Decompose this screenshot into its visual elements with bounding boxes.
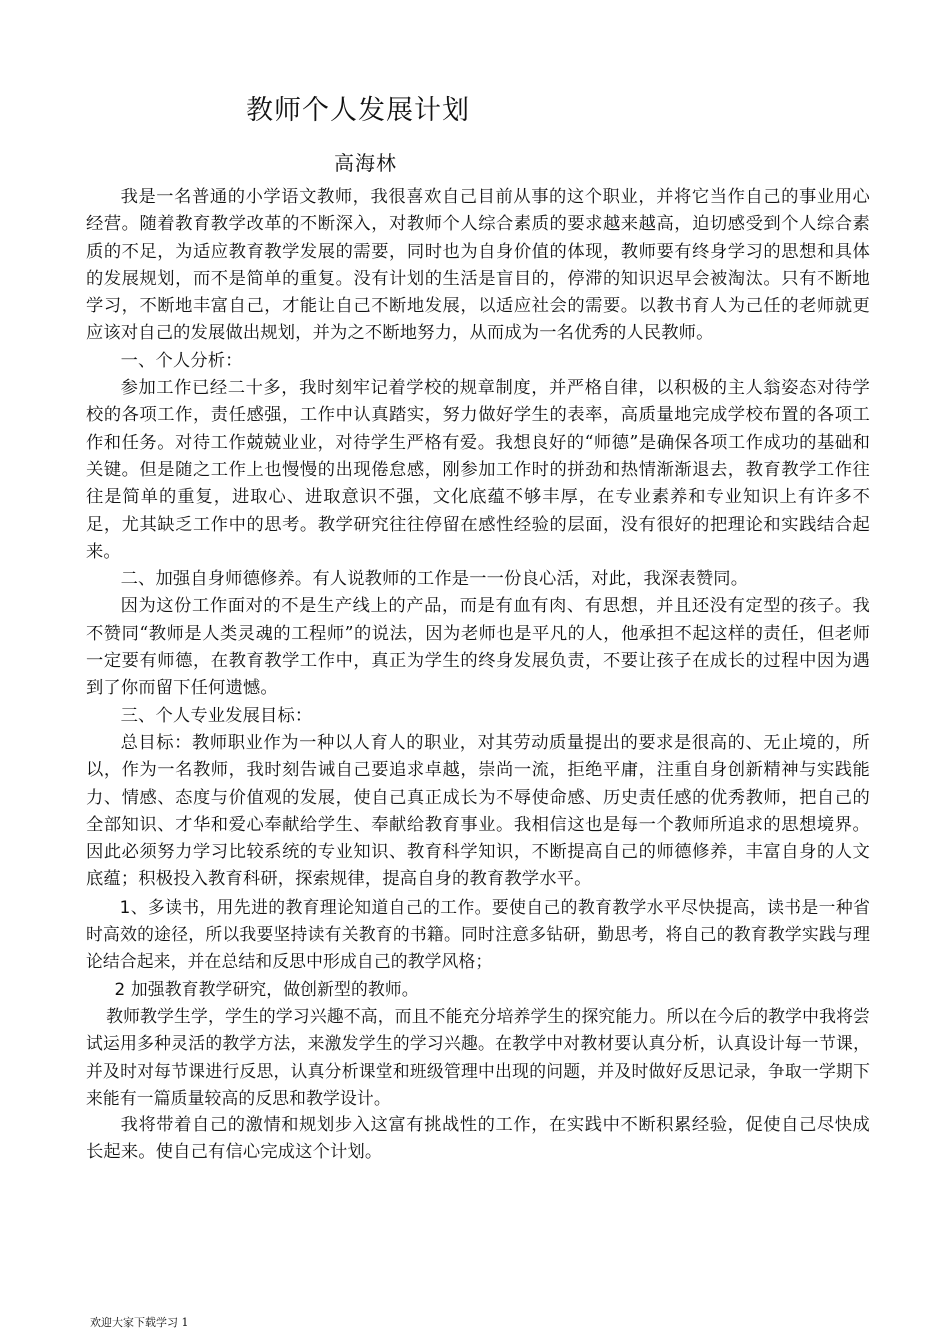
document-author: 高海林 [334, 151, 397, 175]
personal-analysis-paragraph: 参加工作已经二十多，我时刻牢记着学校的规章制度，并严格自律，以积极的主人翁姿态对待学校的各项工作，责任感强，工作中认真踏实，努力做好学生的表率，高质量地完成学校布置的各项工作和任务。对待工作兢兢业业，对待学生严格有爱。我想良好的“师德”是确保各项工作成功的基础和关键。但是随之工作上也慢慢的出现倦怠感，刚参加工作时的拼劲和热情渐渐退去，教育教学工作往往是简单的重复，进取心、进取意识不强，文化底蕴不够丰厚，在专业素养和专业知识上有许多不足，尤其缺乏工作中的思考。教学研究往往停留在感性经验的层面，没有很好的把理论和实践结合起来。 [86, 378, 870, 562]
section-heading-personal-analysis: 一、个人分析： [120, 350, 243, 371]
page-footer: 欢迎大家下载学习 1 [90, 1316, 189, 1329]
closing-paragraph: 我将带着自己的激情和规划步入这富有挑战性的工作，在实践中不断积累经验，促使自己尽快成长起来。使自己有信心完成这个计划。 [86, 1115, 870, 1163]
document-title: 教师个人发展计划 [246, 95, 470, 126]
document-body [86, 184, 870, 1167]
intro-paragraph: 我是一名普通的小学语文教师，我很喜欢自己目前从事的这个职业，并将它当作自己的事业用心经营。随着教育教学改革的不断深入，对教师个人综合素质的要求越来越高，迫切感受到个人综合素质的不足，为适应教育教学发展的需要，同时也为自身价值的体现，教师要有终身学习的思想和具体的发展规划，而不是简单的重复。没有计划的生活是盲目的，停滞的知识迟早会被淘汰。只有不断地学习，不断地丰富自己，才能让自己不断地发展，以适应社会的需要。以教书育人为己任的老师就更应该对自己的发展做出规划，并为之不断地努力，从而成为一名优秀的人民教师。 [86, 187, 870, 344]
teaching-method-paragraph: 教师教学生学，学生的学习兴趣不高，而且不能充分培养学生的探究能力。所以在今后的教学中我将尝试运用多种灵活的教学方法，来激发学生的学习兴趣。在教学中对教材要认真分析，认真设计每一节课，并及时对每节课进行反思，认真分析课堂和班级管理中出现的问题，并及时做好反思记录，争取一学期下来能有一篇质量较高的反思和教学设计。 [86, 1005, 870, 1108]
ethics-paragraph: 因为这份工作面对的不是生产线上的产品，而是有血有肉、有思想，并且还没有定型的孩子。我不赞同“教师是人类灵魂的工程师”的说法，因为老师也是平凡的人，他承担不起这样的责任，但老师一定要有师德，在教育教学工作中，真正为学生的终身发展负责，不要让孩子在成长的过程中因为遇到了你而留下任何遗憾。 [86, 596, 870, 699]
section-heading-ethics: 二、加强自身师德修养。有人说教师的工作是一一份良心活，对此，我深表赞同。 [120, 569, 749, 590]
goal-item-reading: 1、多读书，用先进的教育理论知道自己的工作。要使自己的教育教学水平尽快提高，读书是一种省时高效的途径，所以我要坚持读有关教育的书籍。同时注意多钻研，勤思考，将自己的教育教学实践与理论结合起来，并在总结和反思中形成自己的教学风格； [86, 896, 870, 972]
overall-goal-paragraph: 总目标：教师职业作为一种以人育人的职业，对其劳动质量提出的要求是很高的、无止境的，所以，作为一名教师，我时刻告诫自己要追求卓越，崇尚一流，拒绝平庸，注重自身创新精神与实践能力、情感、态度与价值观的发展，使自己真正成长为不辱使命感、历史责任感的优秀教师，把自己的全部知识、才华和爱心奉献给学生、奉献给教育事业。我相信这也是每一个教师所追求的思想境界。因此必须努力学习比较系统的专业知识、教育科学知识，不断提高自己的师德修养，丰富自身的人文底蕴；积极投入教育科研，探索规律，提高自身的教育教学水平。 [86, 732, 870, 890]
section-heading-goals: 三、个人专业发展目标： [120, 705, 313, 726]
goal-item-research: 2 加强教育教学研究，做创新型的教师。 [114, 978, 419, 999]
